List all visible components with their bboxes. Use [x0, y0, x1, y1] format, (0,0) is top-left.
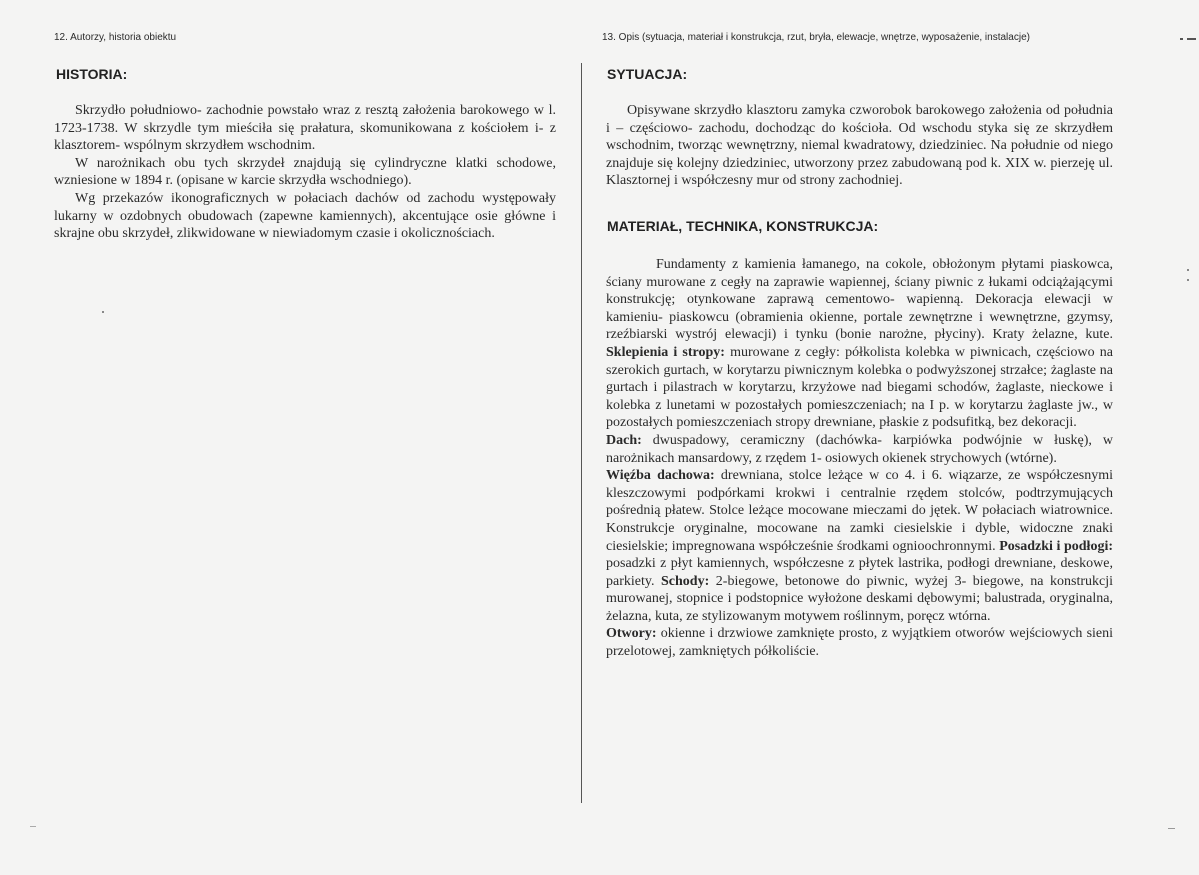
stairs-label: Schody:: [661, 573, 710, 589]
roof-paragraph: [606, 432, 1113, 467]
scan-mark: [1168, 828, 1175, 829]
history-paragraph: Skrzydło południowo- zachodnie powstało wraz z resztą założenia barokowego w l. 1723-1738. W skrzydle tym mieściła się prałatura, skomunikowana z kościołem i- z klasztorem- wspólnym skrzydłem wschodnim.: [54, 103, 556, 154]
roof-text: dwuspadowy, ceramiczny (dachówka- karpiówka podwójnie w łuskę), w narożnikach mansardowy, z rzędem 1- osiowych okienek strychowych (wtórne).: [606, 432, 1113, 466]
history-text: [54, 102, 556, 243]
material-paragraph: [606, 256, 1113, 432]
history-paragraph: W narożnikach obu tych skrzydeł znajdują się cylindryczne klatki schodowe, wzniesione w 1894 r. (opisane w karcie skrzydła wschodniego).: [54, 155, 556, 189]
scan-dot: [102, 311, 104, 313]
floors-label: Posadzki i podłogi:: [999, 538, 1114, 554]
stairs-text: 2-biegowe, betonowe do piwnic, wyżej 3- biegowe, na konstrukcji murowanej, stopnice i podstopnice wyłożone deskami dębowymi; balustrada, oryginalna, żelazna, kuta, ze stylizowanym motywem roślinnym, poręcz wtórna.: [606, 573, 1113, 624]
situation-paragraph: Opisywane skrzydło klasztoru zamyka czworobok barokowego założenia od południa i – częściowo- zachodu, dochodząc do kościoła. Od wschodu styka się ze skrzydłem wschodnim, tworząc wewnętrzny, niemal kwadratowy, dziedziniec. Na południe od niego znajduje się kolejny dziedziniec, utworzony przez zabudowaną pod k. XIX w. pierzeję ul. Klasztornej i współczesny mur od strony zachodniej.: [606, 103, 1113, 189]
scan-dot: [1187, 279, 1189, 281]
scan-mark: [1180, 38, 1183, 40]
left-page-header: 12. Autorzy, historia obiektu: [54, 32, 177, 43]
history-paragraph: Wg przekazów ikonograficznych w połaciach dachów od zachodu występowały lukarny w ozdobnych obudowach (zapewne kamiennych), akcentujące osie główne i skrajne obu skrzydeł, zlikwidowane w niewiadomym czasie i okolicznościach.: [54, 190, 556, 242]
situation-text: [606, 102, 1113, 190]
openings-paragraph: [606, 625, 1113, 660]
floors-text: posadzki z płyt kamiennych, współczesne z płytek lastrika, podłogi drewniane, deskowe, parkiety.: [606, 556, 1113, 589]
right-page-header: 13. Opis (sytuacja, materiał i konstrukcja, rzut, bryła, elewacje, wnętrze, wyposażenie, instalacje): [602, 32, 1030, 43]
page-divider: [581, 63, 582, 803]
situation-heading: SYTUACJA:: [607, 66, 688, 82]
truss-paragraph: [606, 467, 1113, 625]
material-text: [606, 256, 1113, 661]
scan-dot: [1187, 269, 1189, 271]
vaults-label: Sklepienia i stropy:: [606, 344, 725, 360]
history-heading: HISTORIA:: [56, 66, 128, 82]
truss-label: Więźba dachowa:: [606, 468, 715, 484]
roof-label: Dach:: [606, 432, 642, 448]
truss-text: drewniana, stolce leżące w co 4. i 6. wiązarze, ze współczesnymi kleszczowymi podpórkami krokwi i centralnie rzędem stolców, podtrzymujących pośrednią płatew. Stolce leżące mocowane mieczami do jętek. W połaciach wiatrownice. Konstrukcje oryginalne, mocowane na zamki ciesielskie i dyble, widoczne znaki ciesielskie; impregnowana współcześnie środkami ognioochronnymi.: [606, 468, 1114, 554]
openings-text: okienne i drzwiowe zamknięte prosto, z wyjątkiem otworów wejściowych sieni przelotowej, zamkniętych półkoliście.: [606, 626, 1114, 660]
openings-label: Otwory:: [606, 626, 657, 642]
material-heading: MATERIAŁ, TECHNIKA, KONSTRUKCJA:: [607, 218, 879, 234]
scan-mark: [30, 826, 36, 827]
scan-mark: [1187, 38, 1196, 40]
foundation-text: Fundamenty z kamienia łamanego, na cokole, obłożonym płytami piaskowca, ściany murowane z cegły na zaprawie wapiennej, ściany piwnic z łukami odciążającymi konstrukcję; otynkowane zaprawą cementowo- wapienną. Dekoracja elewacji w kamieniu- piaskowcu (obramienia okienne, portale zewnętrzne i wewnętrzne, gzymsy, rzeźbiarski wystrój elewacji) i tynku (bonie narożne, płyciny). Kraty żelazne, kute.: [606, 257, 1113, 343]
vaults-text: murowane z cegły: półkolista kolebka w piwnicach, częściowo na szerokich gurtach, w korytarzu piwnicznym kolebka o podwyższonej strzałce; żaglaste na gurtach i pilastrach w korytarzu, krzyżowe nad biegami schodów, żaglaste, nieckowe i kolebka z lunetami w pozostałych pomieszczeniach; na I p. w korytarzu żaglaste jw., w pozostałych pomieszczeniach stropy drewniane, płaskie z podsufitką, bez dekoracji.: [606, 344, 1113, 431]
